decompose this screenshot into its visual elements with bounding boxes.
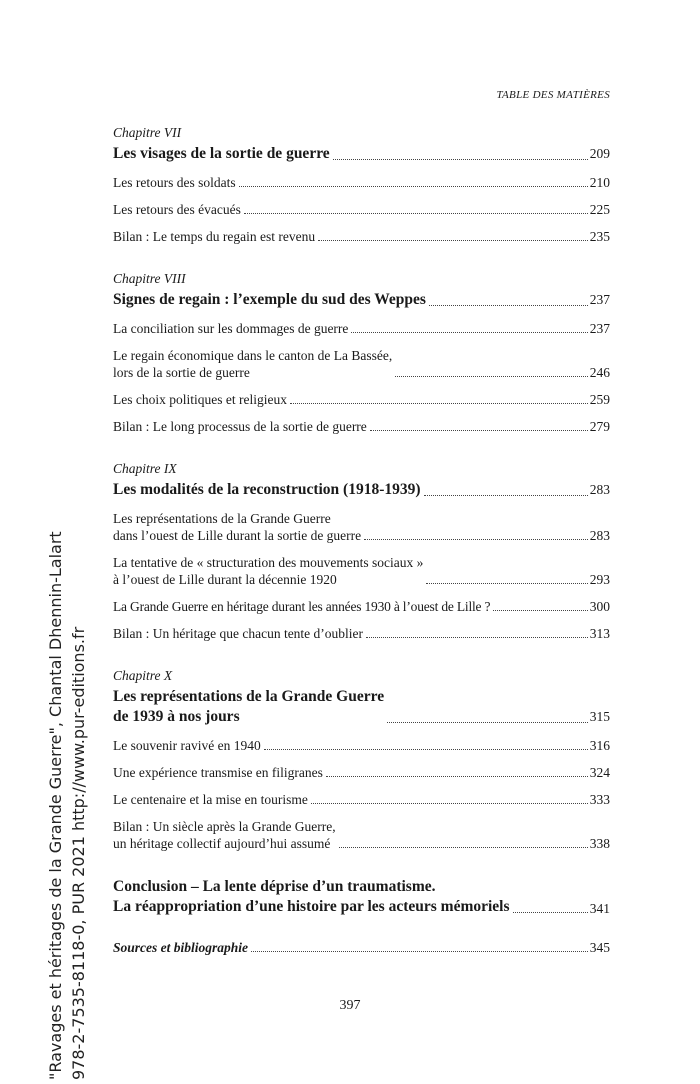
- page-ref: 283: [589, 528, 610, 543]
- page-ref: 246: [589, 365, 610, 380]
- page-ref: 345: [589, 940, 610, 955]
- dot-leader: [395, 376, 587, 377]
- dot-leader: [351, 332, 587, 333]
- dot-leader: [493, 610, 587, 611]
- chapter-heading-entry[interactable]: [113, 480, 610, 500]
- sources-entry[interactable]: [113, 939, 610, 956]
- page-ref: 279: [589, 419, 610, 434]
- page-ref: 237: [589, 321, 610, 336]
- chapter-heading-continued: de 1939 à nos jours: [113, 708, 240, 725]
- sources-title: Sources et bibliographie: [113, 940, 249, 955]
- entry-title: Le souvenir ravivé en 1940: [113, 738, 261, 753]
- entry-title-continued: dans l’ouest de Lille durant la sortie de guerre: [113, 528, 362, 543]
- toc-entry[interactable]: [113, 554, 610, 588]
- entry-title: Le regain économique dans le canton de La Bassée,: [113, 348, 393, 363]
- page-ref: 333: [589, 792, 610, 807]
- entry-title: Une expérience transmise en filigranes: [113, 765, 323, 780]
- page-ref: 293: [589, 572, 610, 587]
- dot-leader: [244, 213, 588, 214]
- dot-leader: [339, 847, 588, 848]
- chapter-heading: Signes de regain : l’exemple du sud des Weppes: [113, 291, 426, 308]
- dot-leader: [290, 403, 588, 404]
- toc-entry[interactable]: [113, 818, 610, 852]
- dot-leader: [326, 776, 588, 777]
- dot-leader: [333, 159, 588, 160]
- conclusion-entry[interactable]: [113, 877, 610, 917]
- dot-leader: [387, 722, 588, 723]
- conclusion-title-continued: La réappropriation d’une histoire par les acteurs mémoriels: [113, 898, 510, 915]
- toc-entry[interactable]: [113, 320, 610, 337]
- entry-title-continued: un héritage collectif aujourd’hui assumé: [113, 836, 331, 851]
- chapter-heading: Les visages de la sortie de guerre: [113, 145, 330, 162]
- dot-leader: [366, 637, 588, 638]
- conclusion-title: Conclusion – La lente déprise d’un traumatisme.: [113, 878, 436, 895]
- chapter-heading-entry[interactable]: [113, 687, 610, 727]
- entry-title: Le centenaire et la mise en tourisme: [113, 792, 308, 807]
- page-ref: 324: [589, 765, 610, 780]
- entry-title: Les retours des évacués: [113, 202, 241, 217]
- entry-title-continued: lors de la sortie de guerre: [113, 365, 250, 380]
- entry-title: Bilan : Un siècle après la Grande Guerre,: [113, 819, 336, 834]
- entry-title: Bilan : Un héritage que chacun tente d’oublier: [113, 626, 364, 641]
- page-ref: 225: [589, 202, 610, 217]
- dot-leader: [318, 240, 588, 241]
- running-head: TABLE DES MATIÈRES: [496, 89, 610, 101]
- toc-entry[interactable]: [113, 201, 610, 218]
- page-ref: 259: [589, 392, 610, 407]
- chapter-heading-entry[interactable]: [113, 290, 610, 310]
- page-ref: 283: [589, 482, 610, 497]
- toc-entry[interactable]: [113, 174, 610, 191]
- toc-entry[interactable]: [113, 625, 610, 642]
- page-ref: 313: [589, 626, 610, 641]
- chapter-viii: [113, 270, 610, 435]
- dot-leader: [251, 951, 588, 952]
- entry-title-continued: à l’ouest de Lille durant la décennie 1920: [113, 572, 337, 587]
- entry-title: La Grande Guerre en héritage durant les années 1930 à l’ouest de Lille ?: [113, 599, 491, 614]
- watermark-line-2: 978-2-7535-8118-0, PUR 2021 http://www.pur-editions.fr: [69, 626, 88, 1080]
- entry-title: La tentative de « structuration des mouvements sociaux »: [113, 555, 424, 570]
- dot-leader: [311, 803, 588, 804]
- dot-leader: [513, 912, 588, 913]
- chapter-heading-entry[interactable]: [113, 144, 610, 164]
- page-ref: 300: [589, 599, 610, 614]
- toc-entry[interactable]: [113, 228, 610, 245]
- chapter-heading: Les représentations de la Grande Guerre: [113, 688, 385, 705]
- dot-leader: [426, 583, 587, 584]
- chapter-ix: [113, 460, 610, 642]
- chapter-label: Chapitre VII: [113, 125, 182, 140]
- table-of-contents: [113, 124, 610, 956]
- chapter-x: [113, 667, 610, 852]
- page-ref: 235: [589, 229, 610, 244]
- chapter-label: Chapitre IX: [113, 461, 177, 476]
- toc-entry[interactable]: [113, 737, 610, 754]
- entry-title: Les retours des soldats: [113, 175, 236, 190]
- page-ref: 316: [589, 738, 610, 753]
- chapter-label: Chapitre VIII: [113, 271, 186, 286]
- page-ref: 209: [589, 146, 610, 161]
- dot-leader: [424, 495, 588, 496]
- dot-leader: [429, 305, 588, 306]
- toc-entry[interactable]: [113, 764, 610, 781]
- entry-title: Les représentations de la Grande Guerre: [113, 511, 331, 526]
- dot-leader: [239, 186, 588, 187]
- chapter-heading: Les modalités de la reconstruction (1918-1939): [113, 481, 421, 498]
- entry-title: Bilan : Le temps du regain est revenu: [113, 229, 316, 244]
- copyright-watermark: [44, 531, 90, 1080]
- toc-entry[interactable]: [113, 791, 610, 808]
- toc-entry[interactable]: [113, 510, 610, 544]
- entry-title: Les choix politiques et religieux: [113, 392, 287, 407]
- dot-leader: [264, 749, 588, 750]
- page-number: 397: [339, 998, 361, 1013]
- entry-title: Bilan : Le long processus de la sortie de guerre: [113, 419, 367, 434]
- page-ref: 338: [589, 836, 610, 851]
- page-ref: 237: [589, 292, 610, 307]
- entry-title: La conciliation sur les dommages de guerre: [113, 321, 349, 336]
- dot-leader: [370, 430, 588, 431]
- watermark-line-1: "Ravages et héritages de la Grande Guerre", Chantal Dhennin-Lalart: [46, 531, 65, 1080]
- toc-entry[interactable]: [113, 391, 610, 408]
- toc-entry[interactable]: [113, 347, 610, 381]
- dot-leader: [364, 539, 588, 540]
- chapter-label: Chapitre X: [113, 668, 173, 683]
- page-ref: 315: [589, 709, 610, 724]
- toc-entry[interactable]: [113, 598, 610, 615]
- chapter-vii: [113, 124, 610, 245]
- page-ref: 210: [589, 175, 610, 190]
- toc-entry[interactable]: [113, 418, 610, 435]
- page-ref: 341: [589, 901, 610, 916]
